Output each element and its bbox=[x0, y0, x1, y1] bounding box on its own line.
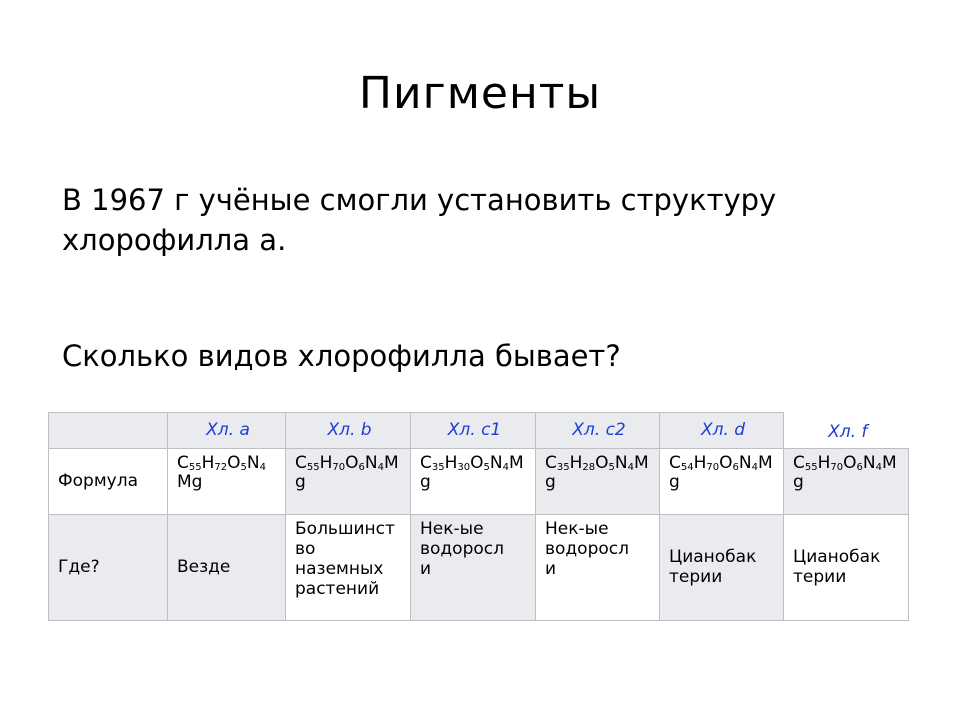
header-chl-b: Хл. b bbox=[286, 413, 411, 449]
table-header-row bbox=[49, 413, 909, 449]
header-chl-d: Хл. d bbox=[660, 413, 784, 449]
where-cell: Нек-ые водоросл и bbox=[411, 514, 536, 620]
formula-cell: $C_{55}H_{72}O_5N_4Mg$ bbox=[168, 448, 286, 514]
slide-title: Пигменты bbox=[358, 68, 602, 119]
table-row-where bbox=[49, 514, 909, 620]
header-chl-c1: Хл. c1 bbox=[411, 413, 536, 449]
formula-cell: $C_{55}H_{70}O_6N_4Mg$ bbox=[286, 448, 411, 514]
where-cell: Нек-ые водоросл и bbox=[536, 514, 660, 620]
row-label-where: Где? bbox=[49, 514, 168, 620]
where-cell: Цианобак терии bbox=[660, 514, 784, 620]
where-cell: Большинст во наземных растений bbox=[286, 514, 411, 620]
formula-cell: $C_{35}H_{30}O_5N_4Mg$ bbox=[411, 448, 536, 514]
where-cell: Цианобак терии bbox=[784, 514, 909, 620]
where-cell: Везде bbox=[168, 514, 286, 620]
table-row-formula bbox=[49, 448, 909, 514]
header-corner-cell bbox=[49, 413, 168, 449]
intro-paragraph: В 1967 г учёные смогли установить структуру хлорофилла а. bbox=[62, 183, 777, 257]
header-chl-c2: Хл. c2 bbox=[536, 413, 660, 449]
question-paragraph: Сколько видов хлорофилла бывает? bbox=[62, 339, 621, 373]
header-chl-a: Хл. а bbox=[168, 413, 286, 449]
formula-cell: $C_{54}H_{70}O_6N_4Mg$ bbox=[660, 448, 784, 514]
formula-cell: $C_{55}H_{70}O_6N_4Mg$ bbox=[784, 448, 909, 514]
formula-cell: $C_{35}H_{28}O_5N_4Mg$ bbox=[536, 448, 660, 514]
row-label-formula: Формула bbox=[49, 448, 168, 514]
header-chl-f: Хл. f bbox=[784, 413, 909, 449]
chlorophyll-table bbox=[48, 412, 909, 621]
